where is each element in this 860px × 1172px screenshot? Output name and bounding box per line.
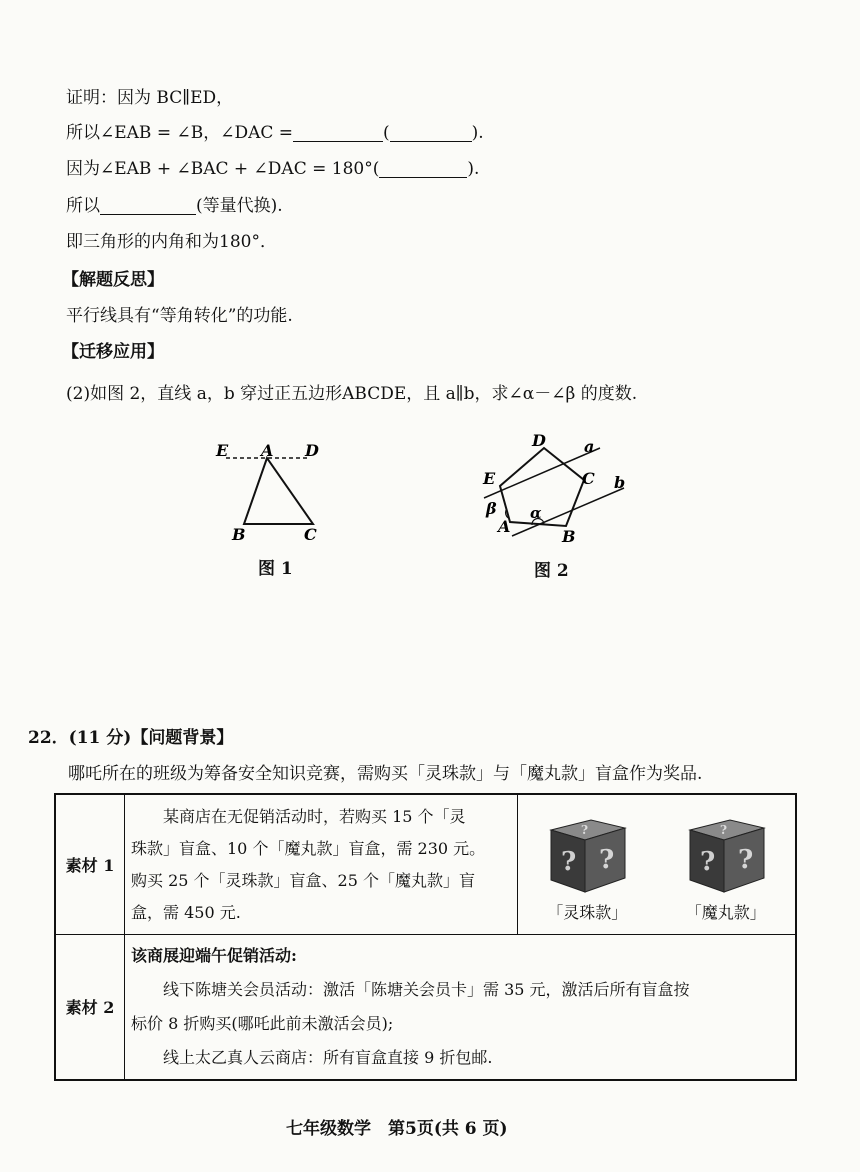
question-22-intro: 哪吒所在的班级为筹备安全知识竞赛，需购买「灵珠款」与「魔丸款」盲盒作为奖品. (68, 764, 703, 784)
label-beta: β (486, 499, 497, 518)
triangle-abc (244, 458, 313, 524)
label-line-a: a (584, 437, 595, 456)
proof-line-1: 证明：因为 BC∥ED， (66, 88, 234, 108)
label-e: E (483, 469, 496, 488)
material-2-text-offline-cont: 标价 8 折购买(哪吒此前未激活会员); (131, 1013, 394, 1033)
label-b: B (232, 525, 246, 544)
materials-table (54, 793, 797, 1081)
material-2-label: 素材 2 (55, 934, 125, 1080)
figure-2-pentagon (476, 426, 636, 550)
box-2-caption: 「魔丸款」 (685, 902, 766, 922)
figure-1-triangle (210, 436, 330, 546)
svg-text:?: ? (581, 822, 589, 837)
reflect-title: 【解题反思】 (62, 270, 164, 290)
mystery-box-1-image (541, 808, 633, 896)
label-e: E (216, 441, 229, 460)
reflect-text: 平行线具有“等角转化”的功能. (66, 306, 293, 326)
label-line-b: b (614, 473, 626, 492)
question-2: (2)如图 2，直线 a，b 穿过正五边形ABCDE，且 a∥b，求∠α－∠β 的度数. (66, 384, 638, 404)
label-c: C (304, 525, 317, 544)
material-1-content (125, 794, 518, 934)
label-d: D (532, 431, 546, 450)
material-1-text-4: 盒，需 450 元. (131, 903, 241, 922)
label-a: A (261, 441, 274, 460)
svg-text:?: ? (719, 822, 727, 837)
question-22-header: 22．(11 分)【问题背景】 (28, 728, 234, 748)
material-2-content (125, 934, 797, 1080)
material-1-text-2: 珠款」盲盒、10 个「魔丸款」盲盒，需 230 元。 (131, 839, 486, 858)
svg-text:?: ? (561, 846, 577, 877)
proof-line-3: 因为∠EAB + ∠BAC + ∠DAC = 180°( ). (66, 159, 480, 179)
proof-line-4: 所以 (等量代换). (66, 196, 283, 216)
label-b: B (562, 527, 576, 546)
figure-2-caption: 图 2 (534, 561, 569, 581)
svg-text:?: ? (699, 846, 715, 877)
material-1-images (518, 794, 797, 934)
label-c: C (582, 469, 595, 488)
svg-text:?: ? (599, 844, 615, 875)
page-footer: 七年级数学 第5页(共 6 页) (286, 1119, 508, 1139)
material-1-label: 素材 1 (55, 794, 125, 934)
label-d: D (305, 441, 319, 460)
proof-line-5: 即三角形的内角和为180°． (66, 232, 277, 252)
label-a: A (498, 517, 511, 536)
proof-line-2: 所以∠EAB = ∠B，∠DAC = ( ). (66, 123, 484, 143)
box-1-caption: 「灵珠款」 (547, 902, 628, 922)
material-2-text-offline: 线下陈塘关会员活动：激活「陈塘关会员卡」需 35 元，激活后所有盲盒按 (163, 979, 690, 999)
material-1-text-3: 购买 25 个「灵珠款」盲盒、25 个「魔丸款」盲 (131, 871, 475, 890)
material-1-text-1: 某商店在无促销活动时，若购买 15 个「灵 (163, 807, 466, 826)
svg-text:?: ? (737, 844, 753, 875)
mystery-box-2-image (680, 808, 772, 896)
apply-title: 【迁移应用】 (62, 342, 164, 362)
label-alpha: α (530, 504, 542, 522)
material-2-title: 该商展迎端午促销活动: (131, 945, 297, 965)
figure-1-caption: 图 1 (258, 559, 293, 579)
material-2-text-online: 线上太乙真人云商店：所有盲盒直接 9 折包邮. (163, 1047, 493, 1067)
